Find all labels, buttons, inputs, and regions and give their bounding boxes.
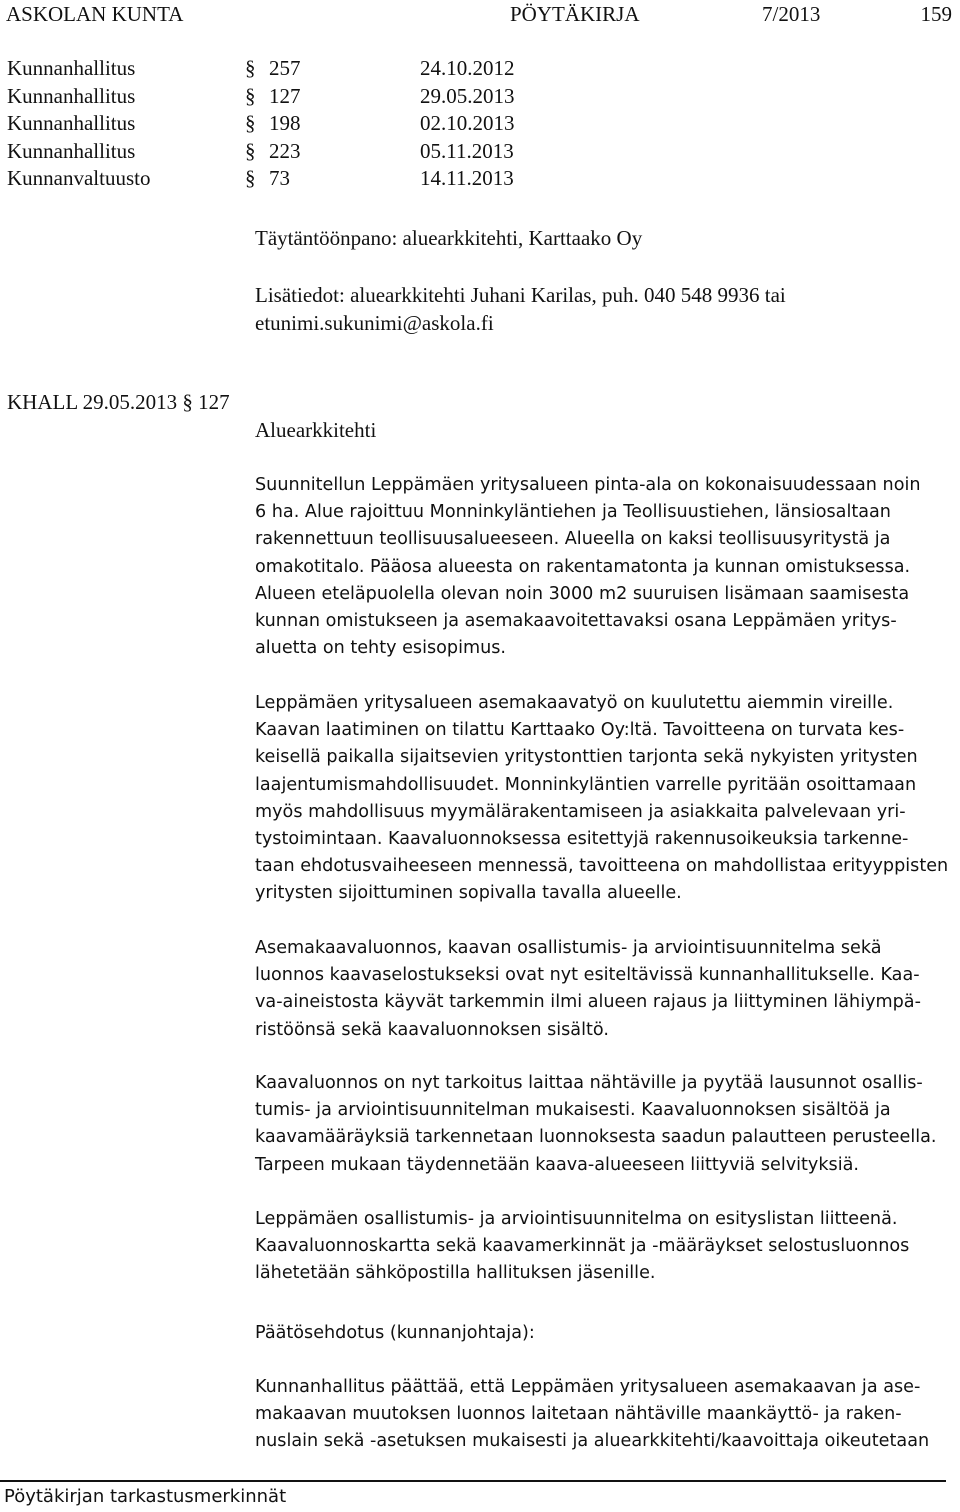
paragraph-line: laajentumismahdollisuudet. Monninkyläntien varrelle pyritään osoittamaan [255, 774, 917, 795]
reference-row [7, 84, 707, 112]
reference-body: Kunnanhallitus [7, 56, 136, 80]
reference-row [7, 56, 707, 84]
paragraph-line: omakotitalo. Pääosa alueesta on rakentamatonta ja kunnan omistuksessa. [255, 556, 911, 577]
paragraph [255, 935, 955, 1044]
municipality-name: ASKOLAN KUNTA [6, 2, 184, 26]
paragraph [255, 690, 955, 908]
reference-body: Kunnanhallitus [7, 138, 136, 163]
paragraph-line: Suunnitellun Leppämäen yritysalueen pinta-ala on kokonaisuudessaan noin [255, 475, 921, 495]
reference-date: 05.11.2013 [420, 138, 514, 163]
reference-date: 29.05.2013 [420, 83, 515, 108]
paragraph-line: lähetetään sähköpostilla hallituksen jäsenille. [255, 1263, 656, 1284]
reference-body: Kunnanhallitus [7, 111, 136, 135]
paragraph-line: Asemakaavaluonnos, kaavan osallistumis- ja arviointisuunnitelma sekä [255, 938, 882, 958]
paragraph-line: makaavan muutoksen luonnos laitetaan nähtäville maankäyttö- ja raken- [255, 1404, 902, 1425]
decision-references [7, 56, 707, 194]
section-sign: § [245, 83, 256, 108]
implementation-line: Täytäntöönpano: aluearkkitehti, Karttaako Oy [255, 226, 643, 250]
section-sign: § [245, 56, 256, 80]
paragraph-line: nuslain sekä -asetuksen mukaisesti ja aluearkkitehti/kaavoittaja oikeutetaan [255, 1431, 930, 1452]
paragraph-line: rakennettuun teollisuusalueeseen. Alueella on kaksi teollisuusyritystä ja [255, 529, 891, 550]
paragraph-line: myös mahdollisuus myymälärakentamiseen ja asiakkaita palvelevaan yri- [255, 801, 906, 822]
paragraph-line: Päätösehdotus (kunnanjohtaja): [255, 1323, 535, 1343]
section-sign: § [245, 166, 256, 190]
paragraph [255, 1070, 955, 1179]
document-type: PÖYTÄKIRJA [510, 2, 640, 26]
paragraph-line: Leppämäen yritysalueen asemakaavatyö on kuulutettu aiemmin vireille. [255, 693, 894, 713]
paragraph-line: ristöönsä sekä kaavaluonnoksen sisältö. [255, 1019, 609, 1040]
proposal-heading [255, 1320, 955, 1347]
section-title: Aluearkkitehti [255, 418, 377, 442]
page-number: 159 [920, 2, 952, 26]
paragraph-line: kaavamääräyksiä tarkennetaan luonnoksesta saadun palautteen perusteella. [255, 1127, 937, 1148]
paragraph [255, 1374, 955, 1456]
paragraph-line: Kaavan laatiminen on tilattu Karttaako Oy:ltä. Tavoitteena on turvata kes- [255, 720, 905, 741]
paragraph-line: Tarpeen mukaan täydennetään kaava-alueeseen liittyviä selvityksiä. [255, 1154, 859, 1175]
reference-row [7, 139, 707, 167]
paragraph-line: Leppämäen osallistumis- ja arviointisuunnitelma on esityslistan liitteenä. [255, 1209, 898, 1229]
contact-line: Lisätiedot: aluearkkitehti Juhani Karilas, puh. 040 548 9936 tai [255, 283, 786, 307]
reference-body: Kunnanhallitus [7, 83, 136, 108]
paragraph-line: tystoimintaan. Kaavaluonnoksessa esitettyjä rakennusoikeuksia tarkenne- [255, 829, 909, 850]
paragraph-line: yritysten sijoittuminen sopivalla tavalla alueelle. [255, 883, 682, 904]
footer-text: Pöytäkirjan tarkastusmerkinnät [4, 1486, 287, 1507]
reference-number: 257 [269, 56, 301, 80]
reference-row [7, 166, 707, 194]
paragraph-line: Kunnanhallitus päättää, että Leppämäen yritysalueen asemakaavan ja ase- [255, 1377, 921, 1397]
reference-row [7, 111, 707, 139]
paragraph-line: keisellä paikalla sijaitsevien yritystonttien tarjonta sekä nykyisten yritysten [255, 747, 918, 768]
paragraph-line: taan ehdotusvaiheeseen mennessä, tavoitteena on mahdollistaa erityyppisten [255, 856, 949, 877]
section-reference: KHALL 29.05.2013 § 127 [7, 390, 230, 414]
paragraph-line: tumis- ja arviointisuunnitelman mukaisesti. Kaavaluonnoksen sisältöä ja [255, 1100, 891, 1121]
paragraph-line: Alueen eteläpuolella olevan noin 3000 m2 suuruisen lisämaan saamisesta [255, 583, 910, 604]
footer-rule [0, 1480, 946, 1482]
contact-email: etunimi.sukunimi@askola.fi [255, 311, 494, 335]
section-sign: § [245, 138, 256, 163]
reference-body: Kunnanvaltuusto [7, 166, 151, 190]
section-sign: § [245, 111, 256, 135]
reference-date: 14.11.2013 [420, 166, 514, 190]
reference-number: 127 [269, 83, 301, 108]
paragraph-line: luonnos kaavaselostukseksi ovat nyt esiteltävissä kunnanhallitukselle. Kaa- [255, 965, 920, 986]
reference-number: 198 [269, 111, 301, 135]
paragraph-line: kunnan omistukseen ja asemakaavoitettavaksi osana Leppämäen yritys- [255, 611, 897, 632]
paragraph-line: 6 ha. Alue rajoittuu Monninkyläntiehen ja Teollisuustiehen, länsiosaltaan [255, 502, 891, 523]
reference-number: 73 [269, 166, 290, 190]
paragraph-line: Kaavaluonnoskartta sekä kaavamerkinnät ja -määräykset selostusluonnos [255, 1236, 910, 1257]
paragraph [255, 1206, 955, 1288]
reference-date: 24.10.2012 [420, 56, 515, 80]
paragraph-line: Kaavaluonnos on nyt tarkoitus laittaa nähtäville ja pyytää lausunnot osallis- [255, 1073, 923, 1093]
paragraph-line: aluetta on tehty esisopimus. [255, 638, 507, 659]
reference-number: 223 [269, 138, 301, 163]
document-number: 7/2013 [762, 2, 821, 26]
paragraph [255, 472, 955, 662]
paragraph-line: va-aineistosta käyvät tarkemmin ilmi alueen rajaus ja liittyminen lähiympä- [255, 992, 921, 1013]
reference-date: 02.10.2013 [420, 111, 515, 135]
